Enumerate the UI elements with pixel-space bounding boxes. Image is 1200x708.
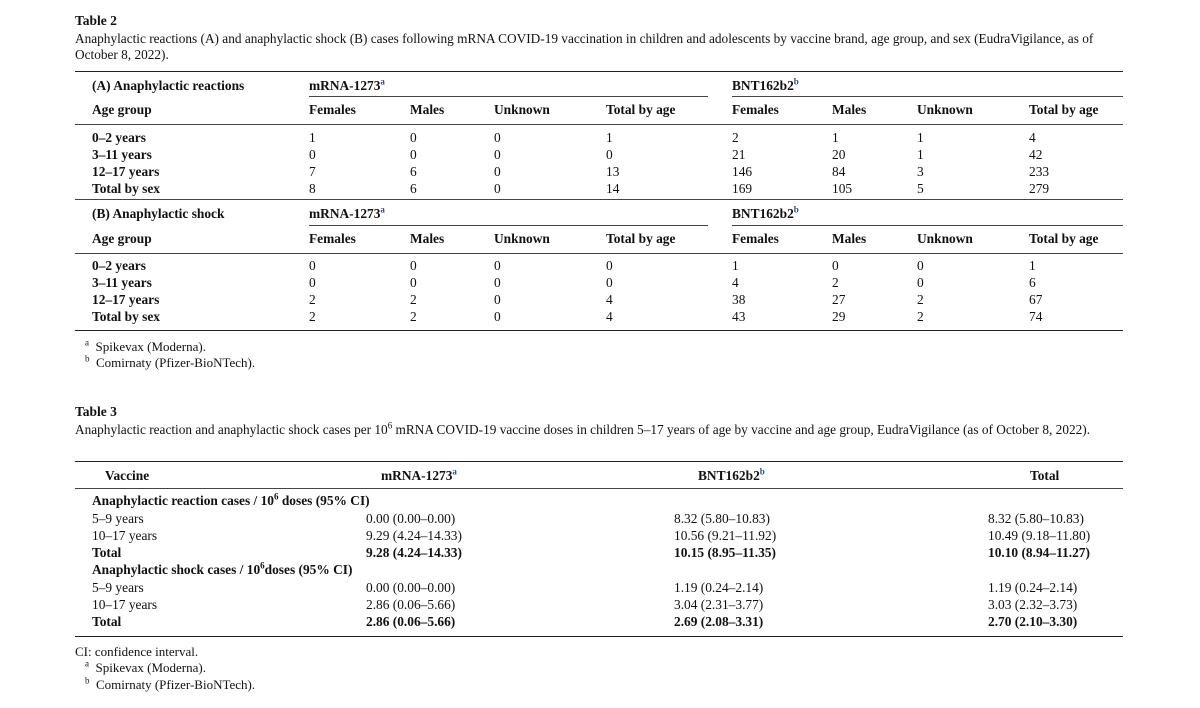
table3-cell: 0.00 (0.00–0.00) (366, 511, 456, 526)
table2-col-header: Total by age (606, 102, 676, 117)
table2-cell: 0 (309, 147, 316, 162)
table2-cell: 3 (917, 164, 924, 179)
table2-cell: 4 (606, 292, 613, 307)
table2-cell: 84 (832, 164, 846, 179)
table3-row-label: 10–17 years (92, 528, 158, 543)
table2-section-a-title: (A) Anaphylactic reactions (92, 78, 245, 93)
table2-b-vaccine-bnt162b2: BNT162b2$^b$ (732, 204, 799, 221)
table3-footnote-b: $^b$ Comirnaty (Pfizer-BioNTech). (85, 675, 256, 692)
table3-cell: 3.04 (2.31–3.77) (674, 597, 764, 612)
table2-cell: 0 (494, 130, 501, 145)
table2-row-label: Total by sex (92, 181, 160, 196)
table2-cell: 1 (606, 130, 613, 145)
table2-cell: 0 (309, 275, 316, 290)
table2-a-header-rule (75, 124, 1123, 125)
table2-a-vaccine-bnt162b2: BNT162b2$^b$ (732, 76, 799, 93)
table2-cell: 1 (832, 130, 839, 145)
table2-col-header: Males (410, 231, 445, 246)
table2-cell: 43 (732, 309, 746, 324)
table2-cell: 0 (494, 275, 501, 290)
table3-row-label: 5–9 years (92, 511, 144, 526)
table2-cell: 1 (732, 258, 739, 273)
table2-col-header: Unknown (917, 102, 973, 117)
table3-row-label: 5–9 years (92, 580, 144, 595)
table3-bottom-rule (75, 636, 1123, 637)
table2-cell: 2 (832, 275, 839, 290)
table3-row-label: Total (92, 545, 122, 560)
table3-cell: 10.49 (9.18–11.80) (988, 528, 1091, 543)
table2-cell: 0 (606, 275, 613, 290)
table2-cell: 1 (917, 130, 924, 145)
table2-cell: 0 (917, 258, 924, 273)
table2-caption: Anaphylactic reactions (A) and anaphylactic shock (B) cases following mRNA COVID-19 vaccination in children and adolescents by vaccine brand, age group, and sex (EudraVigilance, as of October 8, 2022). (75, 31, 1094, 62)
table2-cell: 105 (832, 181, 853, 196)
table2-cell: 8 (309, 181, 316, 196)
table3-cell: 1.19 (0.24–2.14) (674, 580, 764, 595)
table2-col-header: Total by age (1029, 102, 1099, 117)
table2-cell: 169 (732, 181, 753, 196)
table2-col-header: Unknown (494, 231, 550, 246)
table3-cell: 9.29 (4.24–14.33) (366, 528, 462, 543)
table3-cell: 10.56 (9.21–11.92) (674, 528, 777, 543)
table3-cell: 9.28 (4.24–14.33) (366, 545, 462, 560)
table2-cell: 2 (309, 292, 316, 307)
table2-cell: 21 (732, 147, 746, 162)
table2-cell: 0 (494, 292, 501, 307)
table2-col-header: Females (309, 102, 356, 117)
table2-cell: 0 (917, 275, 924, 290)
table2-cell: 2 (917, 309, 924, 324)
table2-cell: 42 (1029, 147, 1043, 162)
table2-footnote-a: $^a$ Spikevax (Moderna). (85, 337, 206, 354)
table2-cell: 6 (410, 164, 417, 179)
table2-cell: 279 (1029, 181, 1050, 196)
table2-col-header: Total by age (1029, 231, 1099, 246)
table2-cell: 0 (832, 258, 839, 273)
table2-cell: 38 (732, 292, 746, 307)
table2-col-header: Unknown (917, 231, 973, 246)
table2-col-header: Males (410, 102, 445, 117)
table2-top-rule (75, 71, 1123, 72)
table3-cell: 1.19 (0.24–2.14) (988, 580, 1078, 595)
table3-caption: Anaphylactic reaction and anaphylactic shock cases per $10^6$ mRNA COVID-19 vaccine doses in children 5–17 years of age by vaccine and age group, EudraVigilance (as of October 8, 2022). (75, 420, 1091, 437)
table3-cell: 2.86 (0.06–5.66) (366, 614, 456, 629)
table2-cell: 0 (494, 181, 501, 196)
table2-cell: 1 (917, 147, 924, 162)
table2-cell: 2 (917, 292, 924, 307)
table3-footnote-ci: CI: confidence interval. (75, 644, 199, 659)
table2-col-header: Age group (92, 102, 152, 117)
table2-cell: 0 (410, 130, 417, 145)
table2-section-divider (75, 199, 1123, 200)
table2-col-header: Males (832, 231, 867, 246)
table3-header-mrna1273: mRNA-1273$^a$ (381, 466, 457, 483)
table2-cell: 0 (494, 147, 501, 162)
table2-b-span-rule-1 (309, 225, 708, 226)
table2-cell: 20 (832, 147, 846, 162)
table2-cell: 0 (494, 309, 501, 324)
table2-cell: 1 (1029, 258, 1036, 273)
table3-title: Table 3 (75, 404, 117, 419)
table2-cell: 4 (732, 275, 739, 290)
table2-b-span-rule-2 (732, 225, 1123, 226)
table2-cell: 6 (410, 181, 417, 196)
table3-cell: 2.70 (2.10–3.30) (988, 614, 1078, 629)
table2-row-label: 0–2 years (92, 130, 146, 145)
table2-cell: 1 (309, 130, 316, 145)
table3-cell: 2.86 (0.06–5.66) (366, 597, 456, 612)
table2-cell: 2 (309, 309, 316, 324)
table3-cell: 10.10 (8.94–11.27) (988, 545, 1090, 560)
table2-cell: 2 (732, 130, 739, 145)
table2-cell: 2 (410, 292, 417, 307)
table3-header-bnt162b2: BNT162b2$^b$ (698, 466, 765, 483)
table3-section-title: Anaphylactic reaction cases / $10^6$ doses (95% CI) (92, 491, 370, 508)
table2-cell: 14 (606, 181, 620, 196)
table3-footnote-a: $^a$ Spikevax (Moderna). (85, 658, 206, 675)
table3-row-label: 10–17 years (92, 597, 158, 612)
table2-cell: 0 (494, 258, 501, 273)
table3-cell: 3.03 (2.32–3.73) (988, 597, 1078, 612)
table2-b-vaccine-mrna1273: mRNA-1273$^a$ (309, 204, 385, 221)
table2-cell: 0 (606, 147, 613, 162)
table2-row-label: 3–11 years (92, 275, 152, 290)
table2-row-label: 12–17 years (92, 164, 160, 179)
table3-header-total: Total (1030, 468, 1060, 483)
table2-col-header: Females (732, 231, 779, 246)
table2-cell: 4 (1029, 130, 1036, 145)
table2-row-label: 0–2 years (92, 258, 146, 273)
table2-title: Table 2 (75, 13, 117, 28)
table2-footnote-b: $^b$ Comirnaty (Pfizer-BioNTech). (85, 353, 256, 370)
table3-header-rule (75, 488, 1123, 489)
table3-cell: 8.32 (5.80–10.83) (988, 511, 1084, 526)
table2-cell: 0 (410, 147, 417, 162)
table2-cell: 27 (832, 292, 846, 307)
table2-col-header: Unknown (494, 102, 550, 117)
table2-col-header: Females (309, 231, 356, 246)
table2-cell: 233 (1029, 164, 1050, 179)
table2-col-header: Females (732, 102, 779, 117)
table2-cell: 29 (832, 309, 846, 324)
table3-cell: 2.69 (2.08–3.31) (674, 614, 764, 629)
table3-top-rule (75, 461, 1123, 462)
table2-b-header-rule (75, 253, 1123, 254)
table2-cell: 0 (494, 164, 501, 179)
table2-col-header: Males (832, 102, 867, 117)
table3-header-vaccine: Vaccine (105, 468, 150, 483)
table2-col-header: Total by age (606, 231, 676, 246)
table3-cell: 10.15 (8.95–11.35) (674, 545, 776, 560)
table2-cell: 4 (606, 309, 613, 324)
table2-cell: 0 (309, 258, 316, 273)
table2-cell: 0 (410, 258, 417, 273)
table2-cell: 0 (410, 275, 417, 290)
table2-a-span-rule-2 (732, 96, 1123, 97)
table2-section-b-title: (B) Anaphylactic shock (92, 206, 225, 221)
table2-cell: 5 (917, 181, 924, 196)
table2-cell: 13 (606, 164, 620, 179)
table2-bottom-rule (75, 330, 1123, 331)
table2-cell: 2 (410, 309, 417, 324)
table2-a-span-rule-1 (309, 96, 708, 97)
table3-row-label: Total (92, 614, 122, 629)
table2-row-label: 12–17 years (92, 292, 160, 307)
table2-cell: 146 (732, 164, 753, 179)
table2-col-header: Age group (92, 231, 152, 246)
table2-cell: 6 (1029, 275, 1036, 290)
table3-section-title: Anaphylactic shock cases / $10^6doses$ (95% CI) (92, 560, 353, 577)
table2-cell: 0 (606, 258, 613, 273)
table2-cell: 67 (1029, 292, 1043, 307)
table2-row-label: Total by sex (92, 309, 160, 324)
table3-cell: 8.32 (5.80–10.83) (674, 511, 770, 526)
table2-cell: 7 (309, 164, 316, 179)
table2-a-vaccine-mrna1273: mRNA-1273$^a$ (309, 76, 385, 93)
table3-cell: 0.00 (0.00–0.00) (366, 580, 456, 595)
table2-row-label: 3–11 years (92, 147, 152, 162)
table2-cell: 74 (1029, 309, 1043, 324)
